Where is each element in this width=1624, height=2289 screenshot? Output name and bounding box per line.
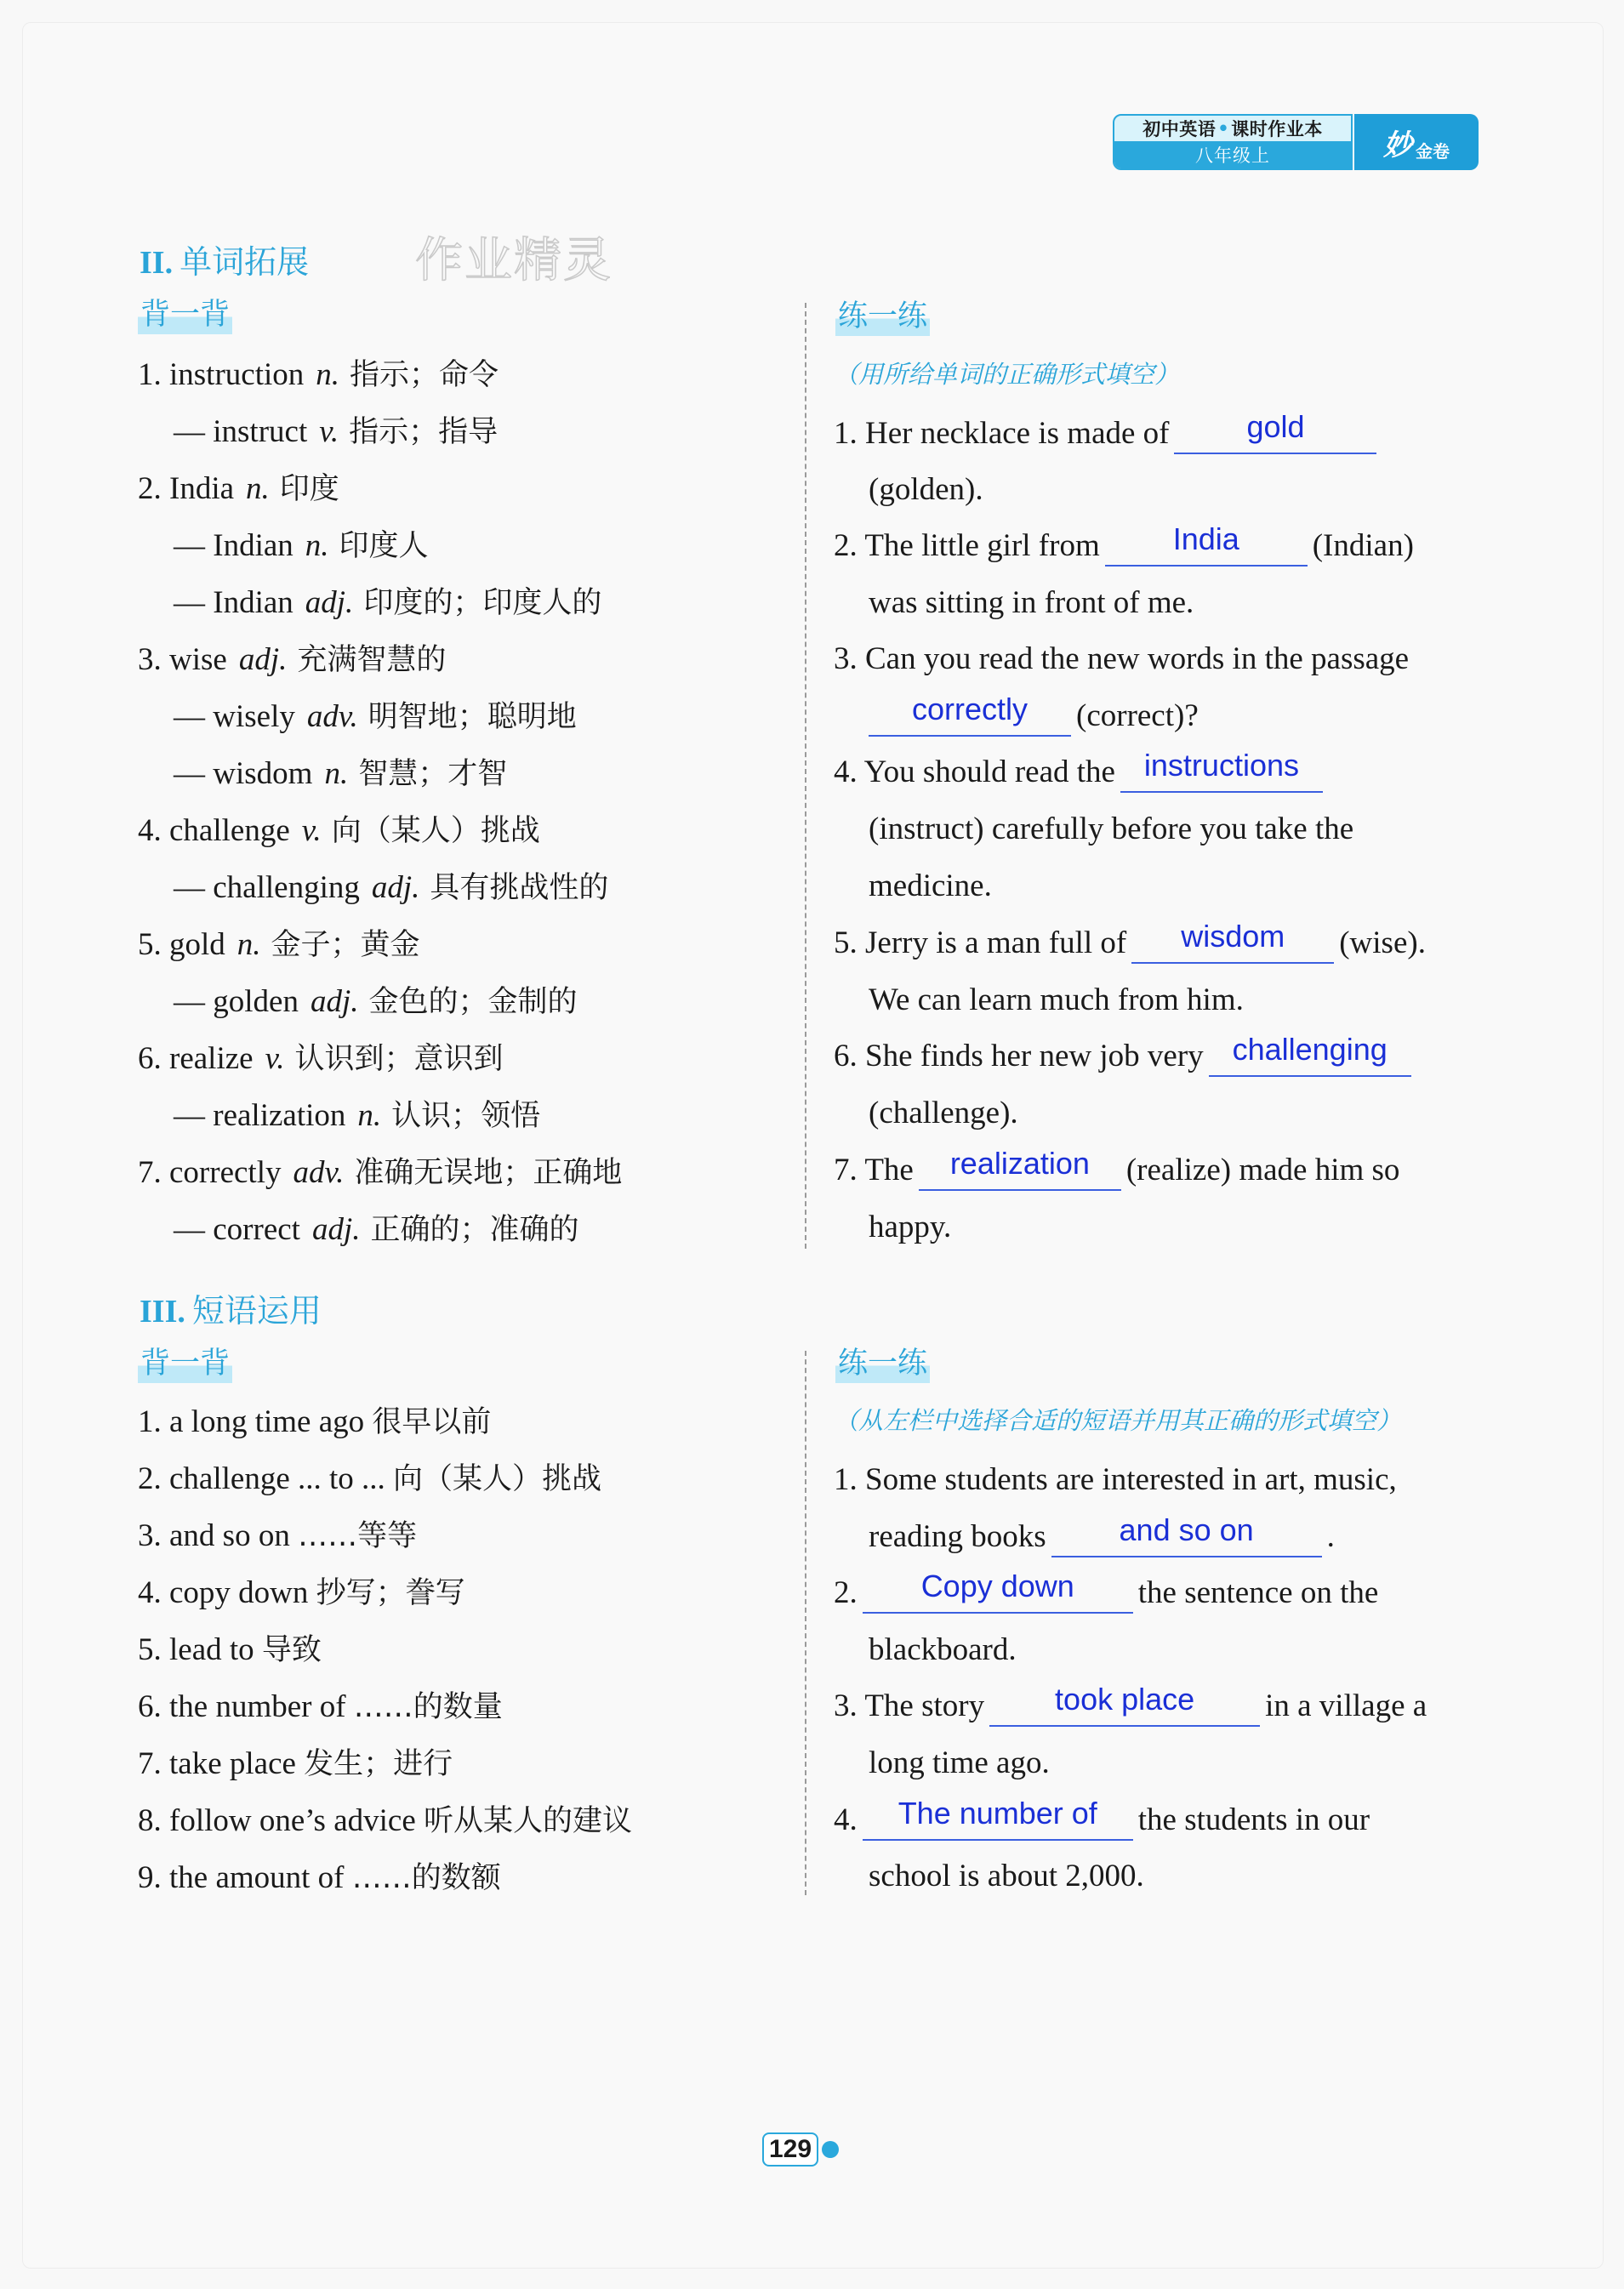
word-entry: — instruct v. 指示；指导 (174, 414, 499, 449)
phrase-entry: 8. follow one’s advice 听从某人的建议 (138, 1803, 633, 1838)
section-3-numeral: III. (140, 1294, 185, 1330)
book-series-title: 初中英语 • 课时作业本 (1114, 116, 1351, 141)
phrase-entry: 3. and so on ……等等 (138, 1518, 418, 1553)
answer-blank[interactable]: The number of (863, 1802, 1133, 1841)
exercise-3-cont: correctly (correct)? (863, 696, 1199, 737)
page-number-text: 129 (762, 2132, 818, 2167)
book-header-badge (1113, 114, 1479, 170)
exercise-instruction: （用所给单词的正确形式填空） (834, 360, 1180, 389)
section-3-heading: 短语运用 (191, 1292, 322, 1330)
recite-tag: 背一背 (138, 295, 232, 334)
word-entry: — Indian adj. 印度的；印度人的 (174, 585, 602, 620)
section-2-heading: 单词拓展 (179, 243, 310, 281)
phrase-entry: 1. a long time ago 很早以前 (138, 1404, 492, 1439)
phrase-exercise-4-cont: school is about 2,000. (869, 1859, 1144, 1893)
phrase-exercise-2: 2. Copy down the sentence on the (834, 1573, 1378, 1614)
word-entry: — wisdom n. 智慧；才智 (174, 756, 508, 791)
phrase-entry: 2. challenge ... to ... 向（某人）挑战 (138, 1461, 602, 1496)
phrase-entry: 5. lead to 导致 (138, 1632, 322, 1667)
practice-tag-2: 练一练 (835, 1344, 930, 1383)
phrase-entry: 4. copy down 抄写；誊写 (138, 1575, 465, 1610)
exercise-1: 1. Her necklace is made of gold (834, 413, 1382, 454)
answer-blank[interactable]: gold (1174, 415, 1376, 454)
answer-blank[interactable]: took place (989, 1688, 1260, 1727)
answer-blank[interactable]: wisdom (1131, 925, 1334, 964)
book-title-box (1113, 114, 1353, 170)
word-entry: 4. challenge v. 向（某人）挑战 (138, 813, 540, 848)
exercise-instruction-2: （从左栏中选择合适的短语并用其正确的形式填空） (834, 1406, 1402, 1435)
word-entry: — challenging adj. 具有挑战性的 (174, 870, 609, 905)
phrase-entry: 6. the number of ……的数量 (138, 1689, 503, 1724)
phrase-exercise-1: 1. Some students are interested in art, music, (834, 1462, 1397, 1497)
column-divider-2 (805, 1351, 806, 1895)
exercise-5: 5. Jerry is a man full of wisdom (wise). (834, 923, 1426, 964)
word-entry: — correct adj. 正确的；准确的 (174, 1212, 579, 1247)
exercise-4-cont2: medicine. (869, 868, 992, 903)
answer-blank[interactable]: instructions (1120, 754, 1323, 793)
word-entry: 6. realize v. 认识到；意识到 (138, 1041, 504, 1076)
word-entry: 7. correctly adv. 准确无误地；正确地 (138, 1155, 623, 1190)
exercise-6: 6. She finds her new job very challenging (834, 1036, 1416, 1077)
section-3-title (140, 1284, 322, 1331)
section-2-title (140, 236, 309, 282)
page-dot-icon (822, 2141, 839, 2158)
exercise-1-cont: (golden). (869, 472, 983, 507)
watermark: 作业精灵 (415, 233, 613, 288)
phrase-exercise-3: 3. The story took place in a village a (834, 1686, 1427, 1727)
exercise-5-cont: We can learn much from him. (869, 982, 1244, 1017)
book-type: 课时作业本 (1231, 119, 1323, 140)
answer-blank[interactable]: and so on (1051, 1518, 1322, 1557)
phrase-entry: 9. the amount of ……的数额 (138, 1860, 501, 1895)
phrase-exercise-1-cont: reading books and so on . (869, 1517, 1335, 1557)
exercise-6-cont: (challenge). (869, 1096, 1018, 1130)
phrase-exercise-4: 4. The number of the students in our (834, 1800, 1370, 1841)
answer-blank[interactable]: India (1105, 527, 1308, 567)
exercise-4: 4. You should read the instructions (834, 752, 1328, 793)
brand-logo (1354, 114, 1479, 170)
answer-blank[interactable]: correctly (869, 698, 1071, 737)
recite-tag-2: 背一背 (138, 1344, 232, 1383)
exercise-2: 2. The little girl from India (Indian) (834, 526, 1414, 567)
word-entry: 2. India n. 印度 (138, 471, 339, 506)
word-entry: — wisely adv. 明智地；聪明地 (174, 699, 577, 734)
page-number (762, 2132, 839, 2167)
exercise-2-cont: was sitting in front of me. (869, 585, 1194, 620)
brand-mark: 妙 (1383, 128, 1412, 162)
section-2-numeral: II. (140, 245, 174, 281)
phrase-entry: 7. take place 发生；进行 (138, 1746, 453, 1781)
word-entry: — realization n. 认识；领悟 (174, 1098, 541, 1133)
book-grade: 八年级上 (1114, 141, 1351, 168)
word-entry: 1. instruction n. 指示；命令 (138, 357, 499, 392)
word-entry: 5. gold n. 金子；黄金 (138, 927, 420, 962)
word-entry: — golden adj. 金色的；金制的 (174, 984, 578, 1019)
phrase-exercise-2-cont: blackboard. (869, 1632, 1017, 1667)
exercise-7: 7. The realization (realize) made him so (834, 1150, 1399, 1191)
exercise-4-cont: (instruct) carefully before you take the (869, 811, 1354, 846)
exercise-7-cont: happy. (869, 1210, 952, 1244)
column-divider (805, 303, 806, 1249)
exercise-3: 3. Can you read the new words in the passage (834, 641, 1410, 676)
brand-sub: 金卷 (1416, 140, 1450, 162)
book-subject: 初中英语 (1142, 119, 1217, 140)
word-entry: 3. wise adj. 充满智慧的 (138, 642, 447, 677)
phrase-exercise-3-cont: long time ago. (869, 1745, 1050, 1780)
word-entry: — Indian n. 印度人 (174, 528, 429, 563)
answer-blank[interactable]: Copy down (863, 1574, 1133, 1614)
answer-blank[interactable]: challenging (1209, 1038, 1411, 1077)
answer-blank[interactable]: realization (919, 1152, 1121, 1191)
practice-tag: 练一练 (835, 297, 930, 336)
